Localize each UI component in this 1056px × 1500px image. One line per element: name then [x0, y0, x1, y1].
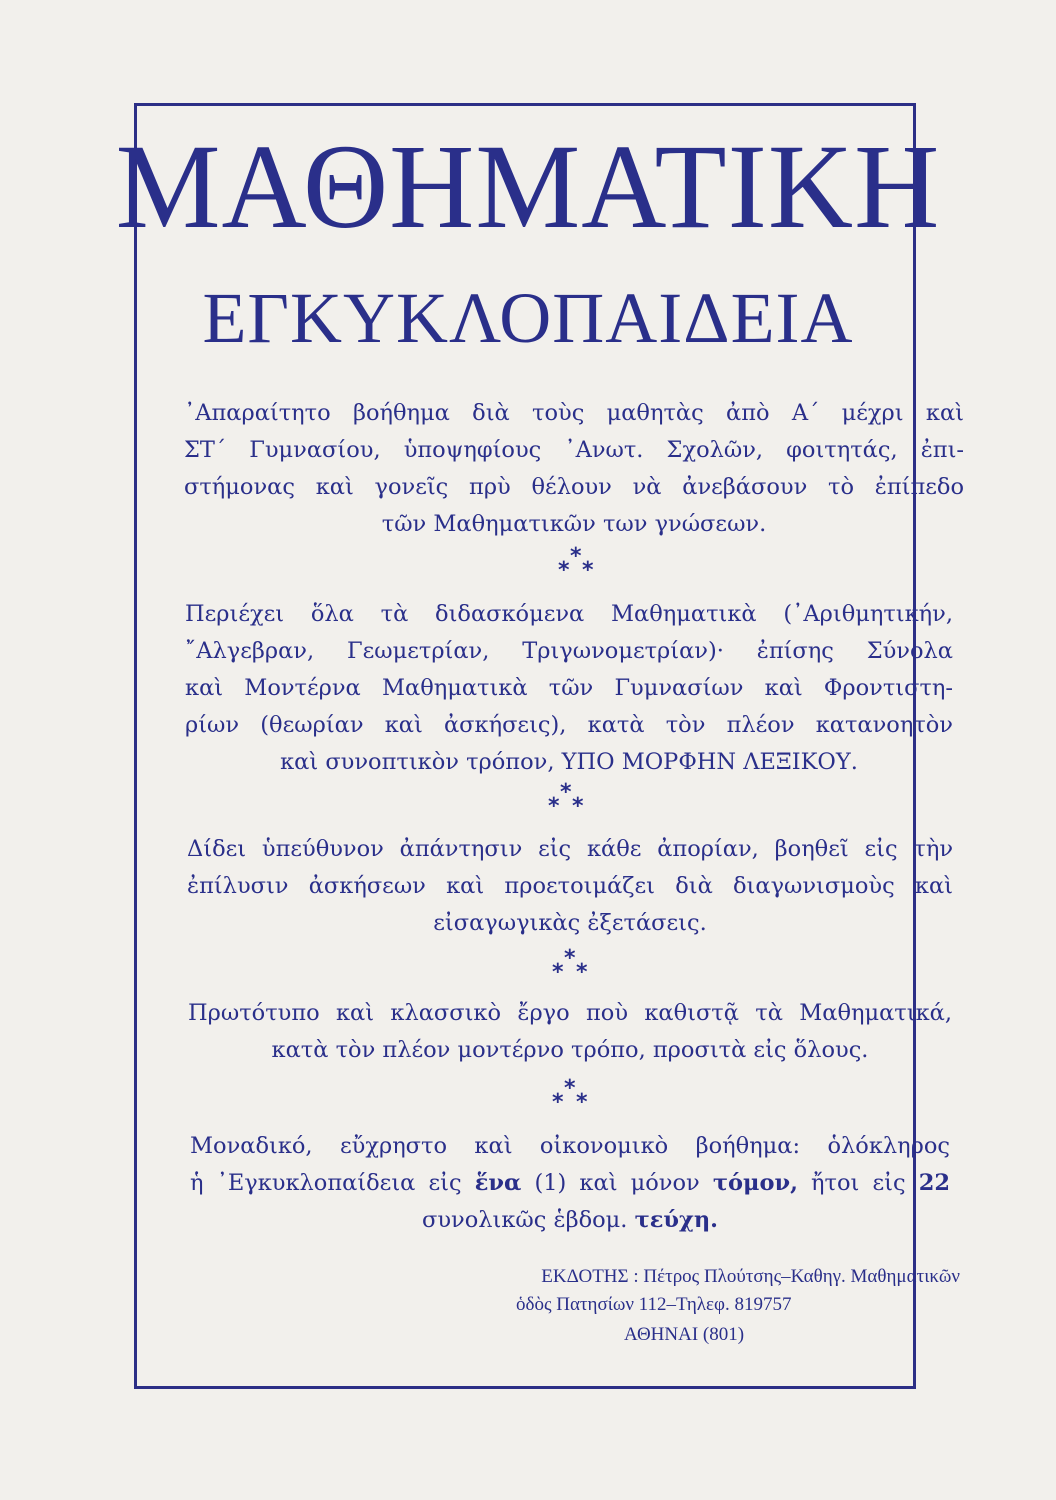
asterisk: * — [576, 960, 588, 985]
asterism-separator — [540, 946, 600, 990]
paragraph-line: ΣΤ΄ Γυμνασίου, ὑποψηφίους ᾿Ανωτ. Σχολῶν, φοιτητάς, ἐπι- — [184, 437, 964, 463]
asterisk: * — [572, 794, 584, 819]
paragraph-line: καὶ συνοπτικὸν τρόπον, ΥΠΟ ΜΟΡΦΗΝ ΛΕΞΙΚΟΥ. — [280, 749, 858, 775]
paragraph-line: ἐπίλυσιν ἀσκήσεων καὶ προετοιμάζει διὰ διαγωνισμοὺς καὶ — [187, 873, 953, 899]
text-run: συνολικῶς ἑβδομ. — [421, 1207, 635, 1233]
asterism-separator — [536, 780, 596, 824]
publisher-city: ΑΘΗΝΑΙ (801) — [624, 1324, 745, 1345]
asterisk: * — [576, 1090, 588, 1115]
publisher-name: ΕΚΔΟΤΗΣ : Πέτρος Πλούτσης–Καθηγ. Μαθηματικῶν — [541, 1266, 960, 1287]
intro-paragraph — [184, 395, 964, 543]
paragraph-line: Μοναδικό, εὔχρηστο καὶ οἰκονομικὸ βοήθημα: ὁλόκληρος — [190, 1133, 950, 1159]
asterisk: * — [564, 1076, 576, 1101]
bold-text: ἕνα — [474, 1170, 522, 1196]
paragraph-line: Περιέχει ὅλα τὰ διδασκόμενα Μαθηματικὰ (᾿Αριθμητικήν, — [185, 601, 953, 627]
paragraph-line: καὶ Μοντέρνα Μαθηματικὰ τῶν Γυμνασίων καὶ Φροντιστη- — [185, 675, 953, 701]
paragraph-line: ῎Αλγεβραν, Γεωμετρίαν, Τριγωνομετρίαν)· ἐπίσης Σύνολα — [185, 638, 953, 664]
paragraph-line: εἰσαγωγικὰς ἐξετάσεις. — [433, 910, 707, 936]
paragraph-line — [190, 1202, 950, 1239]
paragraph-line: ρίων (θεωρίαν καὶ ἀσκήσεις), κατὰ τὸν πλέον κατανοητὸν — [185, 712, 953, 738]
asterisk: * — [564, 946, 576, 971]
paragraph-line: τῶν Μαθηματικῶν των γνώσεων. — [381, 511, 767, 537]
asterisk: * — [560, 780, 572, 805]
paragraph-line: ᾿Απαραίτητο βοήθημα διὰ τοὺς μαθητὰς ἀπὸ Α΄ μέχρι καὶ — [184, 400, 964, 426]
paragraph-line: Δίδει ὑπεύθυνον ἀπάντησιν εἰς κάθε ἀπορίαν, βοηθεῖ εἰς τὴν — [187, 836, 953, 862]
text-run: (1) καὶ μόνον — [521, 1170, 713, 1196]
asterisk: * — [582, 558, 594, 583]
asterism-separator — [546, 544, 606, 588]
paragraph-line — [190, 1165, 950, 1202]
paragraph-line: Πρωτότυπο καὶ κλασσικὸ ἔργο ποὺ καθιστᾷ τὰ Μαθηματικά, — [188, 1000, 952, 1026]
asterisk: * — [558, 558, 570, 583]
summary-paragraph — [190, 1128, 950, 1239]
asterism-separator — [540, 1076, 600, 1120]
asterisk: * — [570, 544, 582, 569]
text-run: ἡ ᾿Εγκυκλοπαίδεια εἰς — [190, 1170, 475, 1196]
bold-text: τόμον, — [712, 1170, 798, 1196]
contents-paragraph — [185, 596, 953, 781]
asterisk: * — [552, 960, 564, 985]
paragraph-line: κατὰ τὸν πλέον μοντέρνο τρόπο, προσιτὰ εἰς ὅλους. — [271, 1037, 869, 1063]
original-work-paragraph — [188, 995, 952, 1069]
asterisk: * — [552, 1090, 564, 1115]
bold-text: 22 — [918, 1170, 950, 1196]
text-run: ἤτοι εἰς — [797, 1170, 919, 1196]
asterisk: * — [548, 794, 560, 819]
page-title: ΜΑΘΗΜΑΤΙΚΗ — [115, 119, 941, 254]
answers-paragraph — [187, 831, 953, 942]
page-subtitle: ΕΓΚΥΚΛΟΠΑΙΔΕΙΑ — [202, 278, 854, 358]
publisher-address: ὁδὸς Πατησίων 112–Τηλεφ. 819757 — [516, 1294, 792, 1315]
bold-text: τεύχη. — [634, 1207, 719, 1233]
paragraph-line: στήμονας καὶ γονεῖς πρὺ θέλουν νὰ ἀνεβάσουν τὸ ἐπίπεδο — [184, 474, 964, 500]
